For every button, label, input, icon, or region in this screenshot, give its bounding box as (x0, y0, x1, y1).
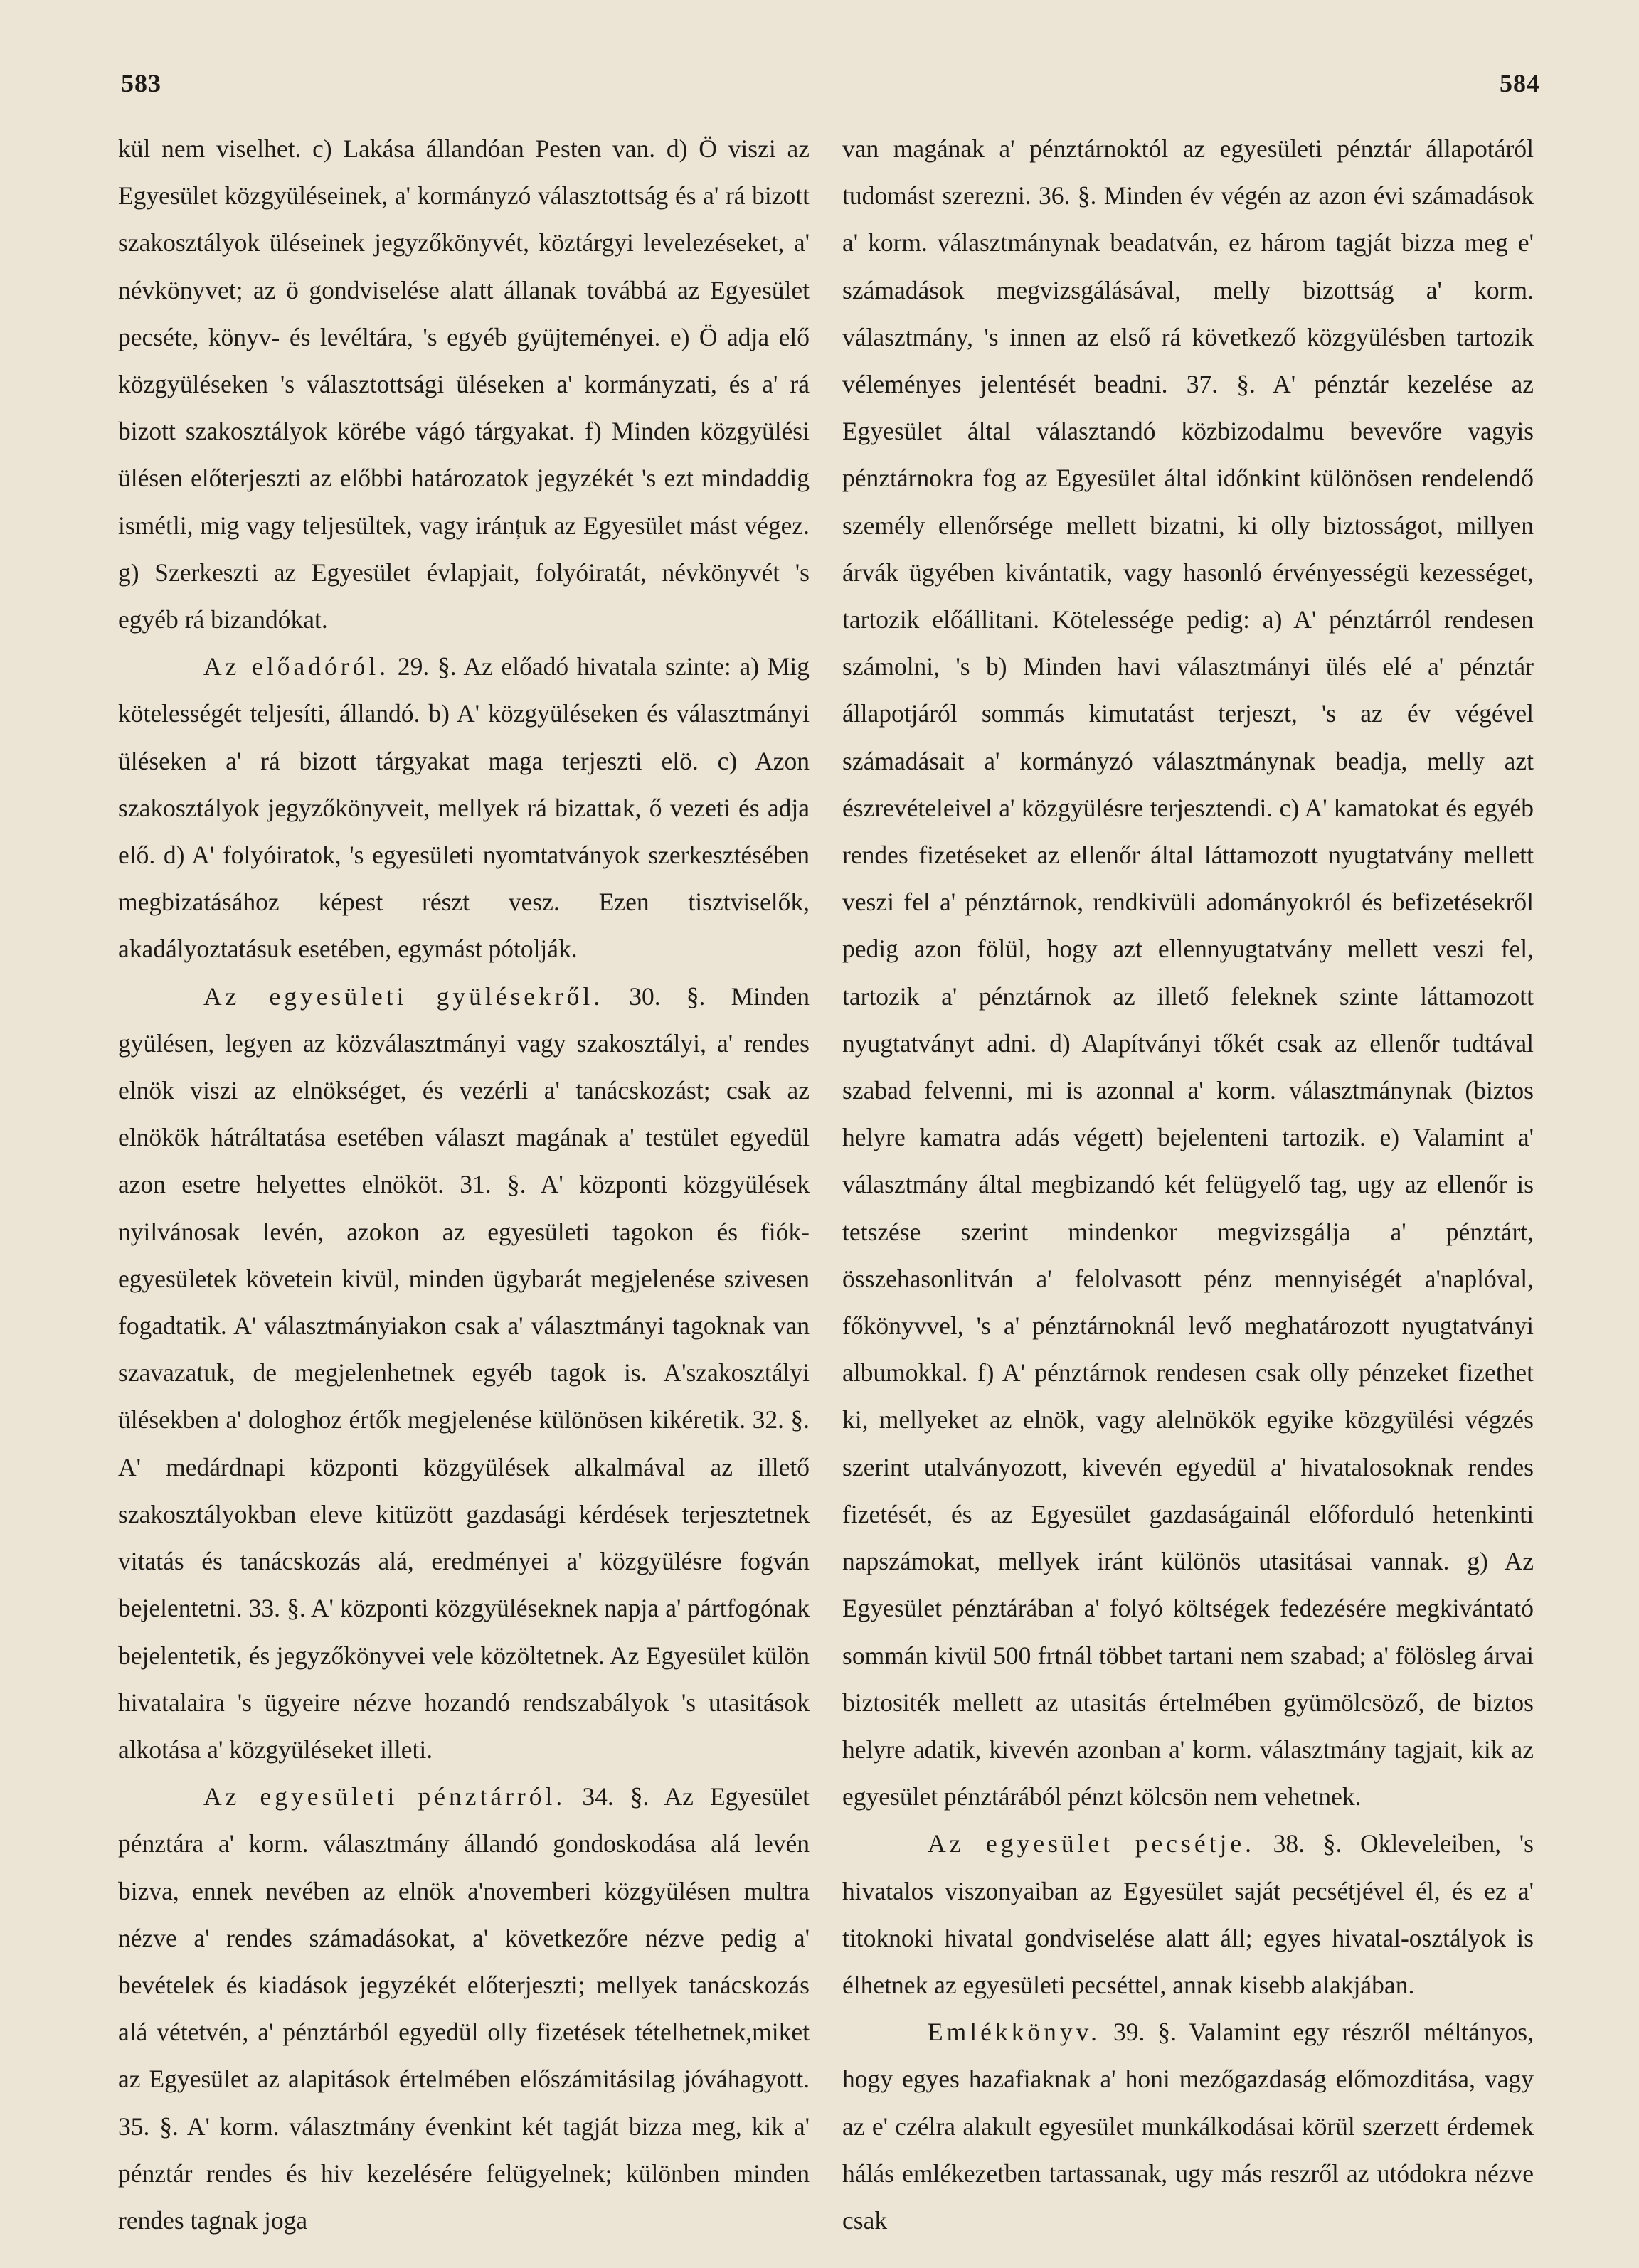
paragraph (118, 643, 810, 972)
section-heading: Az egyesületi pénztárról. (203, 1782, 566, 1811)
section-heading: Az egyesületi gyülésekről. (203, 981, 604, 1011)
paragraph (118, 973, 810, 1773)
paragraph (842, 1820, 1534, 2008)
paragraph-text: 29. §. Az előadó hivatala szinte: a) Mig kötelességét teljesíti, állandó. b) A' közgyüléseken és választmányi üléseken a' rá bizott tárgyakat maga terjeszti elö. c) Azon szakosztályok jegyzőkönyveit, mellyek rá bizattak, ő vezeti és adja elő. d) A' folyóiratok, 's egyesületi nyomtatványok szerkesztésében megbizatásához képest részt vesz. Ezen tisztviselők, akadályoztatásuk esetében, egymást pótolják. (118, 652, 810, 964)
paragraph (842, 125, 1534, 1820)
paragraph-text: 30. §. Minden gyülésen, legyen az közválasztmányi vagy szakosztályi, a' rendes elnök viszi az elnökséget, és vezérli a' tanácskozást; csak az elnökök hátráltatása esetében választ magának a' testület egyedül azon esetre helyettes elnököt. 31. §. A' központi közgyülések nyilvánosak levén, azokon az egyesületi tagokon és fiók-egyesületek követein kivül, minden ügybarát megjelenése szivesen fogadtatik. A' választmányiakon csak a' választmányi tagoknak van szavazatuk, de megjelenhetnek egyéb tagok is. A'szakosztályi ülésekben a' dologhoz értők megjelenése különösen kikéretik. 32. §. A' medárdnapi központi közgyülések alkalmával az illető szakosztályokban eleve kitüzött gazdasági kérdések terjesztetnek vitatás és tanácskozás alá, eredményei a' közgyülésre fogván bejelentetni. 33. §. A' központi közgyüléseknek napja a' pártfogónak bejelentetik, és jegyzőkönyvei vele közöltetnek. Az Egyesület külön hivatalaira 's ügyeire nézve hozandó rendszabályok 's utasitások alkotása a' közgyüléseket illeti. (118, 981, 810, 1764)
paragraph-text: kül nem viselhet. c) Lakása állandóan Pesten van. d) Ö viszi az Egyesület közgyüléseinek, a' kormányzó választottság és a' rá bizott szakosztályok üléseinek jegyzőkönyvét, köztárgyi levelezéseket, a' névkönyvet; az ö gondviselése alatt állanak továbbá az Egyesület pecséte, könyv- és levéltára, 's egyéb gyüjteményei. e) Ö adja elő közgyüléseken 's választottsági üléseken a' kormányzati, és a' rá bizott szakosztályok körébe vágó tárgyakat. f) Minden közgyülési ülésen előterjeszti az előbbi határozatok jegyzékét 's ezt mindaddig ismétli, mig vagy teljesültek, vagy iránțuk az Egyesület mást végez. g) Szerkeszti az Egyesület évlapjait, folyóiratát, névkönyvét 's egyéb rá bizandókat. (118, 134, 810, 634)
section-heading: Emlékkönyv. (928, 2018, 1100, 2047)
paragraph-text: 38. §. Okleveleiben, 's hivatalos viszonyaiban az Egyesület saját pecsétjével él, és ez a' titoknoki hivatal gondviselése alatt áll; egyes hivatal-osztályok is élhetnek az egyesületi pecséttel, annak kisebb alakjában. (842, 1829, 1534, 1999)
paragraph (842, 2008, 1534, 2244)
section-heading: Az egyesület pecsétje. (928, 1829, 1255, 1858)
paragraph-text: 39. §. Valamint egy részről méltányos, hogy egyes hazafiaknak a' honi mezőgazdaság előmozditása, vagy az e' czélra alakult egyesület munkálkodásai körül szerzett érdemek hálás emlékezetben tartassanak, ugy más reszről az utódokra nézve csak (842, 2018, 1534, 2235)
left-column (118, 125, 810, 2244)
right-column (842, 125, 1534, 2244)
paragraph-text: van magának a' pénztárnoktól az egyesületi pénztár állapotáról tudomást szerezni. 36. §. Minden év végén az azon évi számadások a' korm. választmánynak beadatván, ez három tagját bizza meg e' számadások megvizsgálásával, melly bizottság a' korm. választmány, 's innen az első rá következő közgyülésben tartozik véleményes jelentését beadni. 37. §. A' pénztár kezelése az Egyesület által választandó közbizodalmu bevevőre vagyis pénztárnokra fog az Egyesület által időnkint különösen rendelendő személy ellenőrsége mellett bizatni, ki olly biztosságot, millyen árvák ügyében kivántatik, vagy hasonló érvényességü kezességet, tartozik előállitani. Kötelessége pedig: a) A' pénztárról rendesen számolni, 's b) Minden havi választmányi ülés elé a' pénztár állapotjáról sommás kimutatást terjeszt, 's az év végével számadásait a' kormányzó választmánynak beadja, melly azt észrevételeivel a' közgyülésre terjesztendi. c) A' kamatokat és egyéb rendes fizetéseket az ellenőr által láttamozott nyugtatvány mellett veszi fel a' pénztárnok, rendkivüli adományokról és befizetésekről pedig azon fölül, hogy azt ellennyugtatvány mellett veszi fel, tartozik a' pénztárnok az illető feleknek szinte láttamozott nyugtatványt adni. d) Alapítványi tőkét csak az ellenőr tudtával szabad felvenni, mi is azonnal a' korm. választmánynak (biztos helyre kamatra adás végett) bejelenteni tartozik. e) Valamint a' választmány által megbizandó két felügyelő tag, ugy az ellenőr is tetszése szerint mindenkor megvizsgálja a' pénztárt, összehasonlitván a' felolvasott pénz mennyiségét a'naplóval, főkönyvvel, 's a' pénztárnoknál levő meghatározott nyugtatványi albumokkal. f) A' pénztárnok rendesen csak olly pénzeket fizethet ki, mellyeket az elnök, vagy alelnökök egyike közgyülési végzés szerint utalványozott, kivevén egyedül a' hivatalosoknak rendes fizetését, és az Egyesület gazdaságainál előforduló hetenkinti napszámokat, mellyek iránt különös utasitásai vannak. g) Az Egyesület pénztárában a' folyó költségek fedezésére megkivántató sommán kivül 500 frtnál többet tartani nem szabad; a' fölösleg árvai biztositék mellett az utasitás értelmében gyümölcsöző, de biztos helyre adatik, kivevén azonban a' korm. választmány tagjait, kik az egyesület pénztárából pénzt kölcsön nem vehetnek. (842, 134, 1534, 1811)
page-number-right: 584 (1500, 69, 1540, 97)
paragraph (118, 125, 810, 643)
section-heading: Az előadóról. (203, 652, 390, 681)
paragraph-text: 34. §. Az Egyesület pénztára a' korm. választmány állandó gondoskodása alá levén bizva, ennek nevében az elnök a'novemberi közgyülésen multra nézve a' rendes számadásokat, a' következőre nézve pedig a' bevételek és kiadások jegyzékét előterjeszti; mellyek tanácskozás alá vétetvén, a' pénztárból egyedül olly fizetések tételhetnek,miket az Egyesület az alapitások értelmében előszámitásilag jóváhagyott. 35. §. A' korm. választmány évenkint két tagját bizza meg, kik a' pénztár rendes és hiv kezelésére felügyelnek; különben minden rendes tagnak joga (118, 1782, 810, 2235)
page-number-left: 583 (121, 69, 161, 97)
paragraph (118, 1773, 810, 2244)
